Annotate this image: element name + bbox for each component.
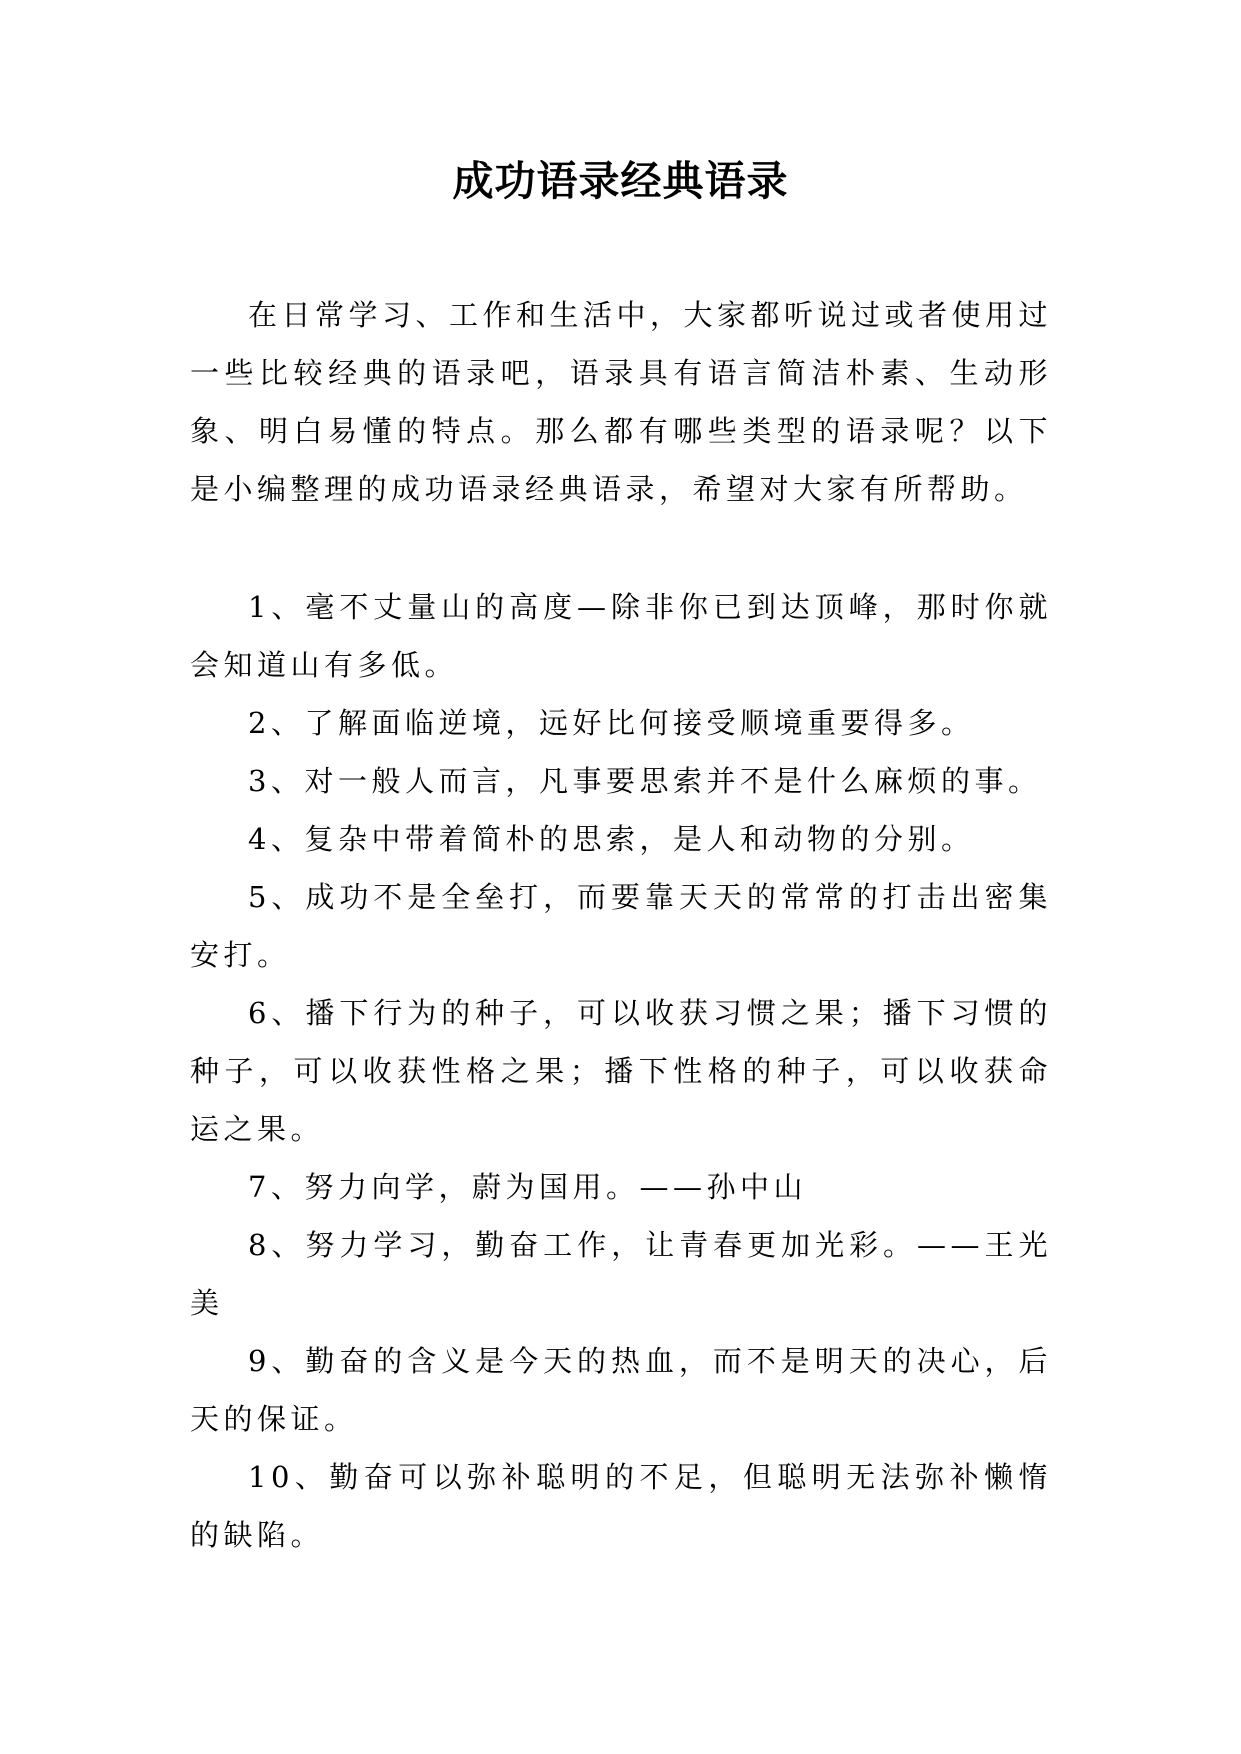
quote-item: 5、成功不是全垒打，而要靠天天的常常的打击出密集安打。 — [190, 880, 1052, 972]
quote-item: 7、努力向学，蔚为国用。——孙中山 — [248, 1170, 807, 1204]
quote-item: 1、毫不丈量山的高度—除非你已到达顶峰，那时你就会知道山有多低。 — [190, 590, 1052, 682]
quote-item: 6、播下行为的种子，可以收获习惯之果；播下习惯的种子，可以收获性格之果；播下性格的种子，可以收获命运之果。 — [190, 996, 1052, 1146]
intro-paragraph: 在日常学习、工作和生活中，大家都听说过或者使用过一些比较经典的语录吧，语录具有语言简洁朴素、生动形象、明白易懂的特点。那么都有哪些类型的语录呢？以下是小编整理的成功语录经典语录，希望对大家有所帮助。 — [190, 298, 1053, 506]
quote-item: 4、复杂中带着简朴的思索，是人和动物的分别。 — [248, 822, 975, 856]
quote-list — [190, 578, 1052, 1564]
quote-item: 9、勤奋的含义是今天的热血，而不是明天的决心，后天的保证。 — [190, 1344, 1052, 1436]
quote-item: 8、努力学习，勤奋工作，让青春更加光彩。——王光美 — [190, 1228, 1052, 1320]
quote-item: 10、勤奋可以弥补聪明的不足，但聪明无法弥补懒惰的缺陷。 — [190, 1460, 1052, 1552]
quote-item: 2、了解面临逆境，远好比何接受顺境重要得多。 — [248, 706, 975, 740]
intro-section — [190, 286, 1052, 518]
document-title: 成功语录经典语录 — [452, 157, 789, 205]
quote-item: 3、对一般人而言，凡事要思索并不是什么麻烦的事。 — [248, 764, 1042, 798]
